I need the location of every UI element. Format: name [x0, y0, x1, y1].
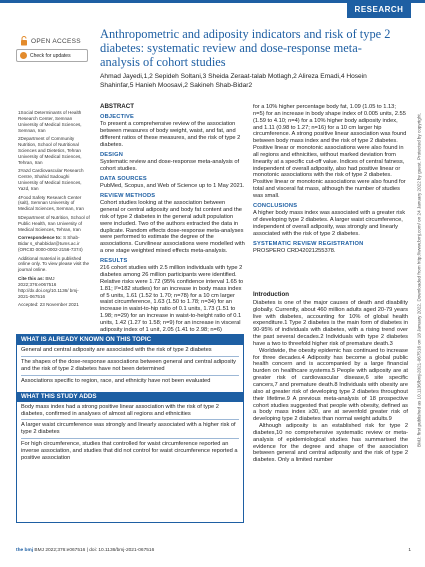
cite-text[interactable]: BMJ 2022;376:e067516 http://dx.doi.org/10.1136/ bmj-2021-067516	[18, 275, 79, 299]
intro-paragraph: Diabetes is one of the major causes of death and disability globally. Currently, about 460 million adults aged 20-79 years live with diabetes, accounting for 10% of global health expenditure.1 Type 2 diabetes is the main form of diabetes in 90-95% of individuals with diabetes, with a rising trend over the past several decades.2 Individuals with type 2 diabetes have a two to threefold higher risk of premature death.3	[253, 299, 408, 347]
crossmark-icon	[20, 52, 27, 59]
known-item: The shapes of the dose-response associations between general and central adiposity and the risk of type 2 diabetes have not been determined	[21, 359, 239, 376]
page-number: 1	[408, 548, 411, 553]
check-updates-button[interactable]	[16, 49, 88, 62]
registration-heading: SYSTEMATIC REVIEW REGISTRATION	[253, 240, 364, 247]
abstract-right-column	[253, 104, 408, 255]
affiliation: 5Department of Nutrition, School of Public Health, Iran University of Medical Sciences, Tehran, Iran	[18, 214, 90, 232]
affiliation: 4Food Safety Research Center (salt), Semnan University of Medical Sciences, Semnan, Iran	[18, 194, 84, 212]
affiliation: 2Department of Community Nutrition, School of Nutritional Sciences and Dietetics, Tehran University of Medical Sciences, Tehran, Iran	[18, 136, 82, 165]
correspondence-text[interactable]: S Shab-Bidar s_shabbidar@tums.ac.ir (ORCID 0000-0002-2156-7374)	[18, 235, 83, 252]
page-footer	[16, 548, 411, 553]
known-list	[17, 345, 243, 392]
adds-item: A larger waist circumference was strongly and linearly associated with a higher risk of type 2 diabetes	[21, 422, 239, 439]
correspondence-label: Correspondence to:	[18, 235, 62, 241]
additional-material-note: Additional material is published online only. To view please visit the journal online.	[18, 255, 90, 273]
conclusions-heading: CONCLUSIONS	[253, 202, 298, 209]
intro-paragraph: Worldwide, the obesity epidemic has continued to increase for three decades.4 Adiposity has become a global public health concern and is accompanied by a large financial burden on healthcare systems.5 People with adiposity are at greater risk of cardiovascular disease,6 site specific cancers,7 and premature death.8 Individuals with obesity are also at greater risk of developing type 2 diabetes throughout their lifetime.9 A previous meta-analysis of 18 prospective cohort studies suggested that people with obesity, defined as a body mass index ≥30, are at sevenfold greater risk of developing type 2 diabetes than normal weight adults.9	[253, 347, 408, 423]
open-lock-icon	[20, 36, 28, 46]
known-item: General and central adiposity are associated with the risk of type 2 diabetes	[21, 347, 239, 357]
article-title: Anthropometric and adiposity indicators and risk of type 2 diabetes: systematic review and dose-response meta-analysis of cohort studies	[100, 27, 391, 69]
side-banner-text: BMJ: first published as 10.1136/bmj-2021-067516 on 18 January 2022. Downloaded from http://www.bmj.com/ on 24 January 2022 by guest. Protected by copyright.	[416, 113, 422, 447]
author-list: Ahmad Jayedi,1,2 Sepideh Soltani,3 Sheida Zeraat-talab Motlagh,2 Alireza Emadi,4 Hosein Shahinfar,5 Hanieh Moosavi,2 Sakineh Shab-Bidar2	[100, 73, 367, 89]
introduction-heading: Introduction	[253, 291, 290, 298]
affiliation: 1Social Determinants of Health Research Center, Semnan University of Medical Sciences, Semnan, Iran	[18, 110, 82, 133]
design-heading: DESIGN	[100, 151, 124, 158]
open-access-badge[interactable]	[20, 36, 81, 46]
methods-text: Cohort studies looking at the association between general or central adiposity and body fat content and the risk of type 2 diabetes in the general adult population were included. Two of the authors extracted the data in duplicate. Random effects dose-response meta-analyses were performed to estimate the degree of the associations. Curvilinear associations were modelled with a one stage weighted mixed effects meta-analysis.	[100, 200, 245, 255]
journal-logo: the bmj	[16, 548, 34, 553]
side-copyright-banner	[415, 20, 423, 540]
footer-citation: BMJ 2022;376:e067516 | doi: 10.1136/bmj-2021-067516	[34, 548, 155, 553]
affiliations-column	[18, 110, 90, 311]
accepted-date: Accepted: 23 November 2021	[18, 302, 79, 308]
open-access-label: OPEN ACCESS	[31, 37, 81, 45]
results-text-continued: for a 10% higher percentage body fat, 1.09 (1.05 to 1.13; n=5) for an increase in body shape index of 0.005 units, 2.55 (1.59 to 4.10; n=4) for a 10% higher body adiposity index, and 1.11 (0.98 to 1.27; n=16) for a 10 cm larger hip circumference. A strong positive linear association was found between body mass index and the risk of type 2 diabetes. Positive linear or monotonic associations were also found in all regions and ethnicities, without marked deviation from linearity at a specific cut-off value. Indices of central fatness, independent of overall adiposity, also had positive linear or monotonic associations with the risk of type 2 diabetes. Positive linear or monotonic associations were also found for total and visceral fat mass, although the number of studies was small.	[253, 104, 407, 199]
cite-label: Cite this as:	[18, 275, 45, 281]
summary-box	[16, 334, 244, 523]
intro-paragraph: Although adiposity is an established risk for type 2 diabetes,10 no comprehensive systematic review or meta-analysis of epidemiological studies has summarised the evidence for the degree and shape of the association between general and central adiposity and the risk of type 2 diabetes. Only a limited number	[253, 423, 408, 464]
adds-heading: WHAT THIS STUDY ADDS	[17, 392, 243, 402]
abstract-heading: ABSTRACT	[100, 103, 135, 110]
abstract-left-column	[100, 104, 245, 334]
data-sources-heading: DATA SOURCES	[100, 175, 147, 182]
introduction-section	[253, 292, 408, 464]
registration-text: PROSPERO CRD42021255378.	[253, 247, 336, 254]
affiliation: 3Yazd Cardiovascular Research Centre, Shahid Sadoughi University of Medical Sciences, Yazd, Iran	[18, 168, 84, 192]
known-item: Associations specific to region, race, and ethnicity have not been evaluated	[21, 377, 211, 384]
design-text: Systematic review and dose-response meta-analysis of cohort studies.	[100, 158, 240, 172]
results-heading: RESULTS	[100, 257, 128, 264]
adds-item: Body mass index had a strong positive linear association with the risk of type 2 diabetes, confirmed in analyses of almost all regions and ethnicities	[21, 404, 239, 421]
objective-text: To present a comprehensive review of the association between measures of body weight, waist, and fat, and different ratios of these measures, and the risk of type 2 diabetes.	[100, 121, 241, 148]
check-updates-label: Check for updates	[30, 52, 71, 59]
known-heading: WHAT IS ALREADY KNOWN ON THIS TOPIC	[17, 335, 243, 345]
methods-heading: REVIEW METHODS	[100, 192, 156, 199]
results-text: 216 cohort studies with 2.5 million individuals with type 2 diabetes among 26 million participants were identified. Relative risks were 1.72 (95% confidence interval 1.65 to 1.81; I²=182 studies) for an increase in body mass index of 5 units, 1.61 (1.52 to 1.70; n=78) for a 10 cm larger waist circumference, 1.63 (1.50 to 1.78; n=34) for an increase in waist-to-hip ratio of 0.1 units, 1.73 (1.51 to 1.98; n=29) for an increase in waist-to-height ratio of 0.1 units, 1.42 (1.27 to 1.58; n=9) for an increase in visceral adiposity index of 1 unit, 2.05 (1.41 to 2.98; n=6)	[100, 265, 244, 333]
conclusions-text: A higher body mass index was associated with a greater risk of developing type 2 diabetes. A larger waist circumference, independent of overall adiposity, was strongly and linearly associated with the risk of type 2 diabetes.	[253, 210, 406, 237]
adds-list	[17, 402, 243, 469]
adds-item: For high circumference, studies that controlled for waist circumference reported an inverse association, and studies that did not control for waist circumference reported a positive association	[21, 441, 238, 462]
objective-heading: OBJECTIVE	[100, 113, 135, 120]
section-tab: RESEARCH	[347, 0, 411, 18]
data-sources-text: PubMed, Scopus, and Web of Science up to 1 May 2021.	[100, 182, 245, 189]
